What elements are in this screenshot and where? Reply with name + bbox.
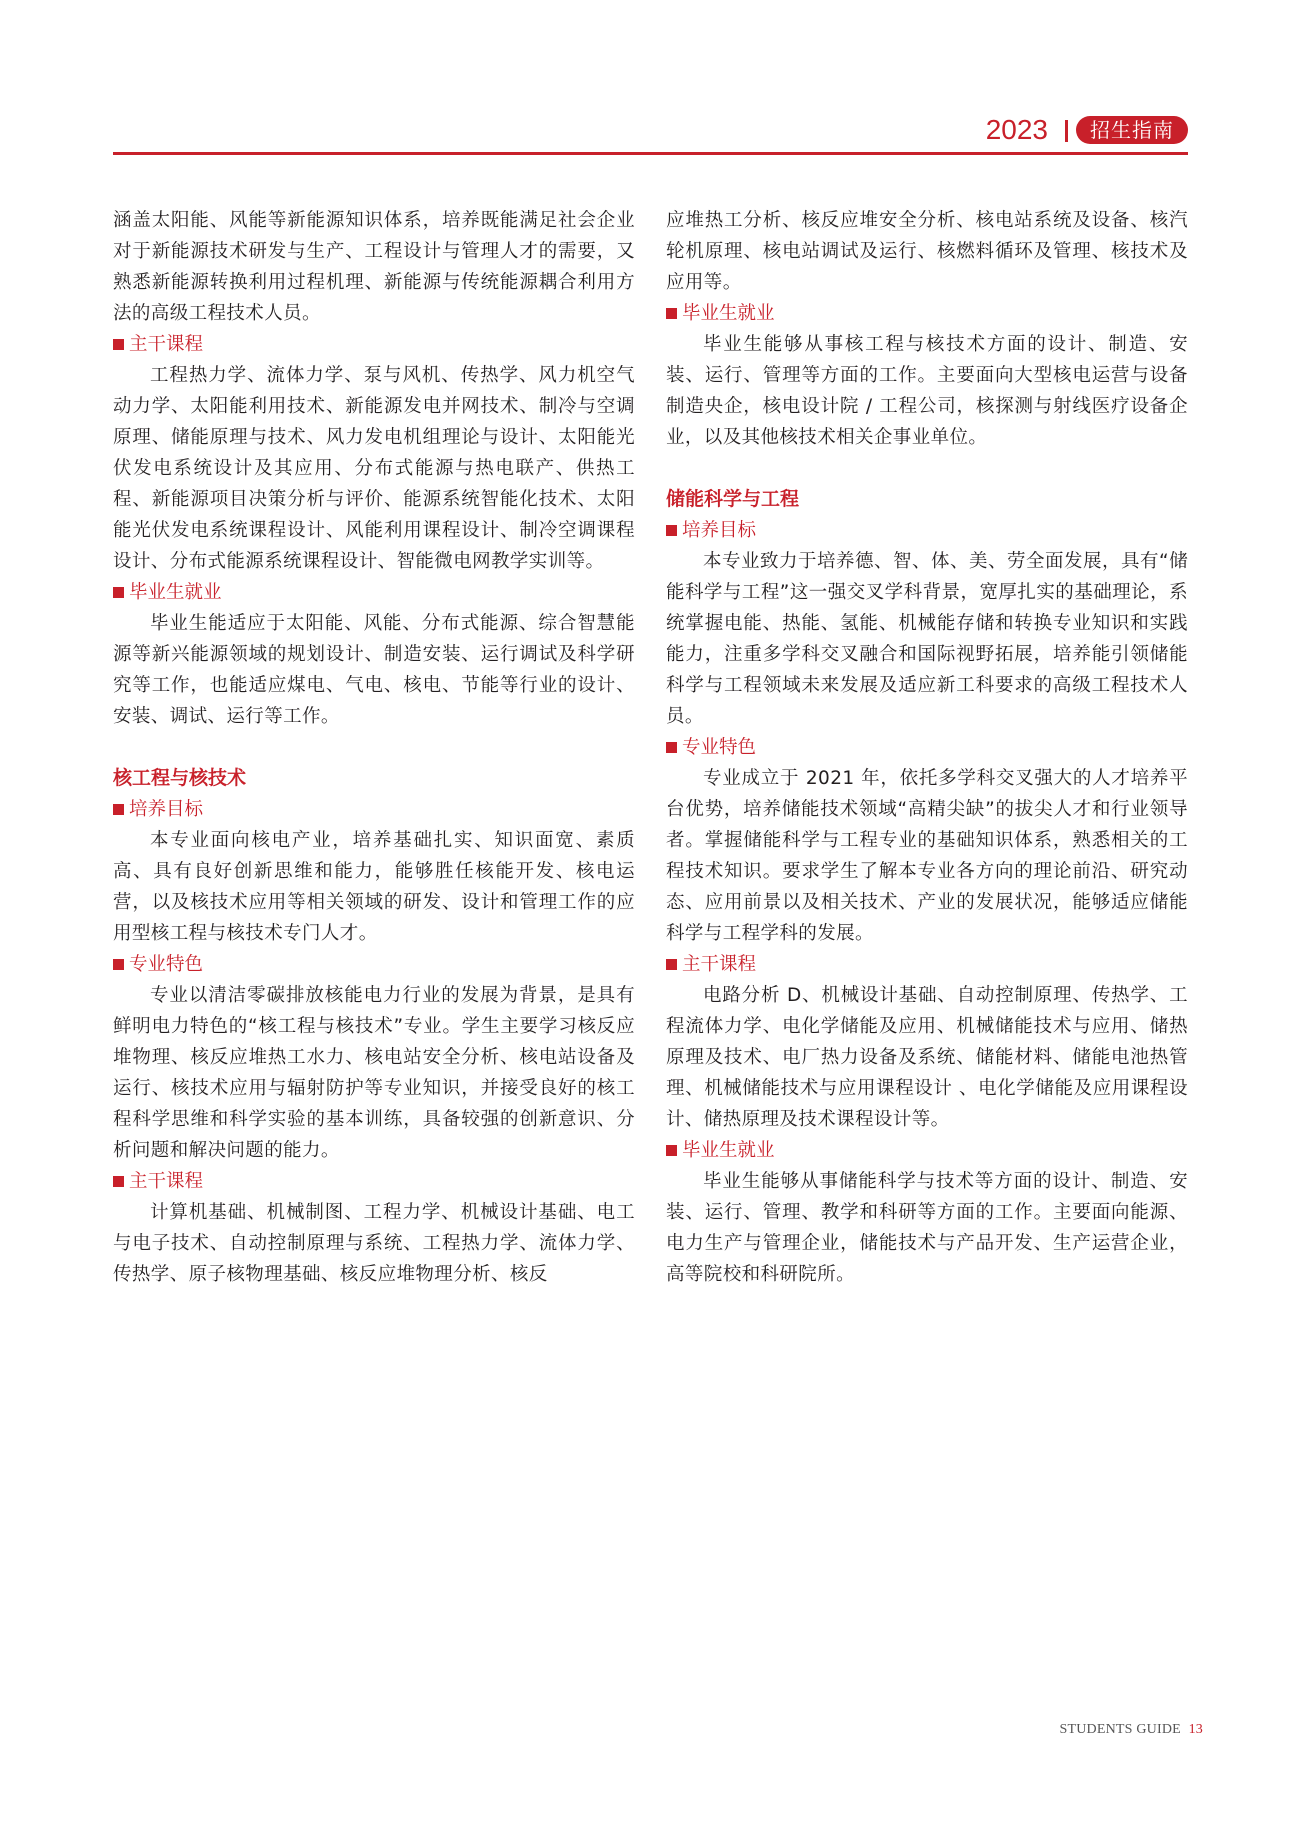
right-column: [666, 205, 1188, 1290]
employment-paragraph: 毕业生能适应于太阳能、风能、分布式能源、综合智慧能源等新兴能源领域的规划设计、制造安装、运行调试及科学研究等工作，也能适应煤电、气电、核电、节能等行业的设计、安装、调试、运行等工作。: [113, 613, 635, 727]
intro-paragraph: 涵盖太阳能、风能等新能源知识体系，培养既能满足社会企业对于新能源技术研发与生产、工程设计与管理人才的需要，又熟悉新能源转换利用过程机理、新能源与传统能源耦合利用方法的高级工程技术人员。: [113, 210, 635, 324]
page-number: 13: [1188, 1722, 1203, 1737]
spacer: [113, 732, 635, 763]
square-bullet-icon: [666, 742, 677, 753]
header-year: 2023: [985, 114, 1048, 145]
courses-paragraph-continued: 应堆热工分析、核反应堆安全分析、核电站系统及设备、核汽轮机原理、核电站调试及运行、核燃料循环及管理、核技术及应用等。: [666, 210, 1188, 293]
section-heading-label: 专业特色: [682, 737, 757, 758]
square-bullet-icon: [113, 339, 124, 350]
footer-label: STUDENTS GUIDE: [1059, 1722, 1181, 1737]
section-heading-feature: [113, 949, 635, 980]
section-heading-employment: [666, 298, 1188, 329]
square-bullet-icon: [666, 959, 677, 970]
section-heading-employment: [666, 1135, 1188, 1166]
section-heading-label: 毕业生就业: [682, 1140, 775, 1161]
goal-paragraph: 本专业致力于培养德、智、体、美、劳全面发展，具有“储能科学与工程”这一强交叉学科背景，宽厚扎实的基础理论，系统掌握电能、热能、氢能、机械能存储和转换专业知识和实践能力，注重多学科交叉融合和国际视野拓展，培养能引领储能科学与工程领域未来发展及适应新工科要求的高级工程技术人员。: [666, 551, 1188, 727]
employment-paragraph: 毕业生能够从事储能科学与技术等方面的设计、制造、安装、运行、管理、教学和科研等方面的工作。主要面向能源、电力生产与管理企业，储能技术与产品开发、生产运营企业，高等院校和科研院所。: [666, 1171, 1188, 1285]
section-heading-goal: [666, 515, 1188, 546]
square-bullet-icon: [666, 308, 677, 319]
major-title-energy-storage: 储能科学与工程: [666, 488, 800, 510]
square-bullet-icon: [113, 959, 124, 970]
page-header: [113, 112, 1188, 154]
section-heading-label: 主干课程: [129, 334, 204, 355]
major-title-nuclear: 核工程与核技术: [113, 767, 247, 789]
courses-paragraph: 电路分析 D、机械设计基础、自动控制原理、传热学、工程流体力学、电化学储能及应用、机械储能技术与应用、储热原理及技术、电厂热力设备及系统、储能材料、储能电池热管理、机械储能技术与应用课程设计 、电化学储能及应用课程设计、储热原理及技术课程设计等。: [666, 985, 1188, 1130]
feature-paragraph: 专业以清洁零碳排放核能电力行业的发展为背景，是具有鲜明电力特色的“核工程与核技术”专业。学生主要学习核反应堆物理、核反应堆热工水力、核电站安全分析、核电站设备及运行、核技术应用与辐射防护等专业知识，并接受良好的核工程科学思维和科学实验的基本训练，具备较强的创新意识、分析问题和解决问题的能力。: [113, 985, 635, 1161]
section-heading-feature: [666, 732, 1188, 763]
section-heading-courses: [113, 1166, 635, 1197]
section-heading-employment: [113, 577, 635, 608]
section-heading-courses: [666, 949, 1188, 980]
feature-paragraph: 专业成立于 2021 年，依托多学科交叉强大的人才培养平台优势，培养储能技术领域“高精尖缺”的拔尖人才和行业领导者。掌握储能科学与工程专业的基础知识体系，熟悉相关的工程技术知识。要求学生了解本专业各方向的理论前沿、研究动态、应用前景以及相关技术、产业的发展状况，能够适应储能科学与工程学科的发展。: [666, 768, 1188, 944]
square-bullet-icon: [666, 525, 677, 536]
courses-paragraph: 计算机基础、机械制图、工程力学、机械设计基础、电工与电子技术、自动控制原理与系统、工程热力学、流体力学、传热学、原子核物理基础、核反应堆物理分析、核反: [113, 1202, 635, 1285]
section-heading-label: 培养目标: [129, 799, 204, 820]
section-heading-label: 主干课程: [682, 954, 757, 975]
section-heading-label: 专业特色: [129, 954, 204, 975]
employment-paragraph: 毕业生能够从事核工程与核技术方面的设计、制造、安装、运行、管理等方面的工作。主要面向大型核电运营与设备制造央企，核电设计院 / 工程公司，核探测与射线医疗设备企业，以及其他核技术相关企事业单位。: [666, 334, 1188, 448]
page-footer: [1059, 1722, 1203, 1738]
spacer: [666, 453, 1188, 484]
header-separator: [1065, 120, 1068, 142]
header-rule: [113, 152, 1188, 155]
section-heading-label: 培养目标: [682, 520, 757, 541]
square-bullet-icon: [666, 1145, 677, 1156]
section-heading-label: 毕业生就业: [682, 303, 775, 324]
courses-paragraph: 工程热力学、流体力学、泵与风机、传热学、风力机空气动力学、太阳能利用技术、新能源发电并网技术、制冷与空调原理、储能原理与技术、风力发电机组理论与设计、太阳能光伏发电系统设计及其应用、分布式能源与热电联产、供热工程、新能源项目决策分析与评价、能源系统智能化技术、太阳能光伏发电系统课程设计、风能利用课程设计、制冷空调课程设计、分布式能源系统课程设计、智能微电网教学实训等。: [113, 365, 635, 572]
square-bullet-icon: [113, 1176, 124, 1187]
left-column: [113, 205, 635, 1290]
goal-paragraph: 本专业面向核电产业，培养基础扎实、知识面宽、素质高、具有良好创新思维和能力，能够胜任核能开发、核电运营，以及核技术应用等相关领域的研发、设计和管理工作的应用型核工程与核技术专门人才。: [113, 830, 635, 944]
section-heading-label: 主干课程: [129, 1171, 204, 1192]
square-bullet-icon: [113, 804, 124, 815]
section-heading-goal: [113, 794, 635, 825]
square-bullet-icon: [113, 587, 124, 598]
header-badge: 招生指南: [1076, 116, 1188, 144]
section-heading-label: 毕业生就业: [129, 582, 222, 603]
section-heading-courses: [113, 329, 635, 360]
